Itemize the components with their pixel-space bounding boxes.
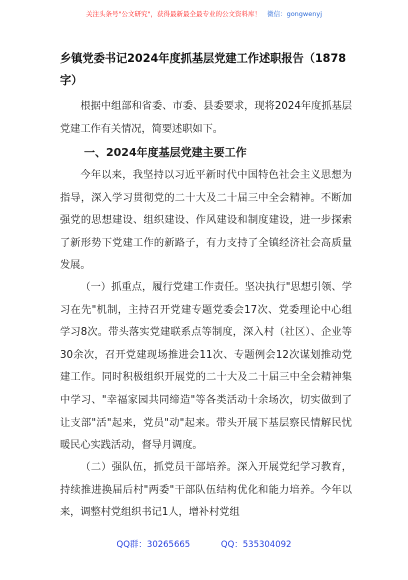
body-paragraph-1: 今年以来，我坚持以习近平新时代中国特色社会主义思想为指导，深入学习贯彻党的二十大及二十届三中全会精神。不断加强党的思想建设、组织建设、作风建设和制度建设，进一步探索了新形势下党建工作的新路子，有力支持了全镇经济社会高质量发展。 xyxy=(60,170,352,272)
document-title: 乡镇党委书记2024年度抓基层党建工作述职报告（1878字） xyxy=(60,52,347,87)
body-paragraph-2: （一）抓重点，履行党建工作责任。坚决执行"思想引领、学习在先"机制，主持召开党建专题党委会17次、党委理论中心组学习8次。带头落实党建联系点等制度，深入村（社区）、企业等30余次，召开党建现场推进会11次、专题例会12次谋划推动党建工作。同时积极组织开展党的二十大及二十届三中全会精神集中学习、"幸福家园共同缔造"等各类活动十余场次，切实做到了让支部"活"起来，党员"动"起来。带头开展下基层察民情解民忧暖民心实践活动，督导月调度。 xyxy=(60,282,352,452)
section-heading: 一、2024年度基层党建主要工作 xyxy=(84,146,247,159)
banner-text: 关注头条号"公文研究"，获得最新最全最专业的公文资料库！ xyxy=(86,10,261,18)
qq-contact: QQ：535304092 xyxy=(220,540,292,550)
header-banner xyxy=(0,10,408,19)
qq-group: QQ群：30265665 xyxy=(116,540,191,550)
body-paragraph-3: （二）强队伍，抓党员干部培养。深入开展党纪学习教育，持续推进换届后村"两委"干部队伍结构优化和能力培养。今年以来，调整村党组织书记1人，增补村党组 xyxy=(60,462,352,519)
banner-wechat: 微信：gongwenyj xyxy=(267,10,322,18)
intro-paragraph: 根据中组部和省委、市委、县委要求，现将2024年度抓基层党建工作有关情况，简要述职如下。 xyxy=(60,101,352,135)
footer-contacts xyxy=(0,538,408,550)
